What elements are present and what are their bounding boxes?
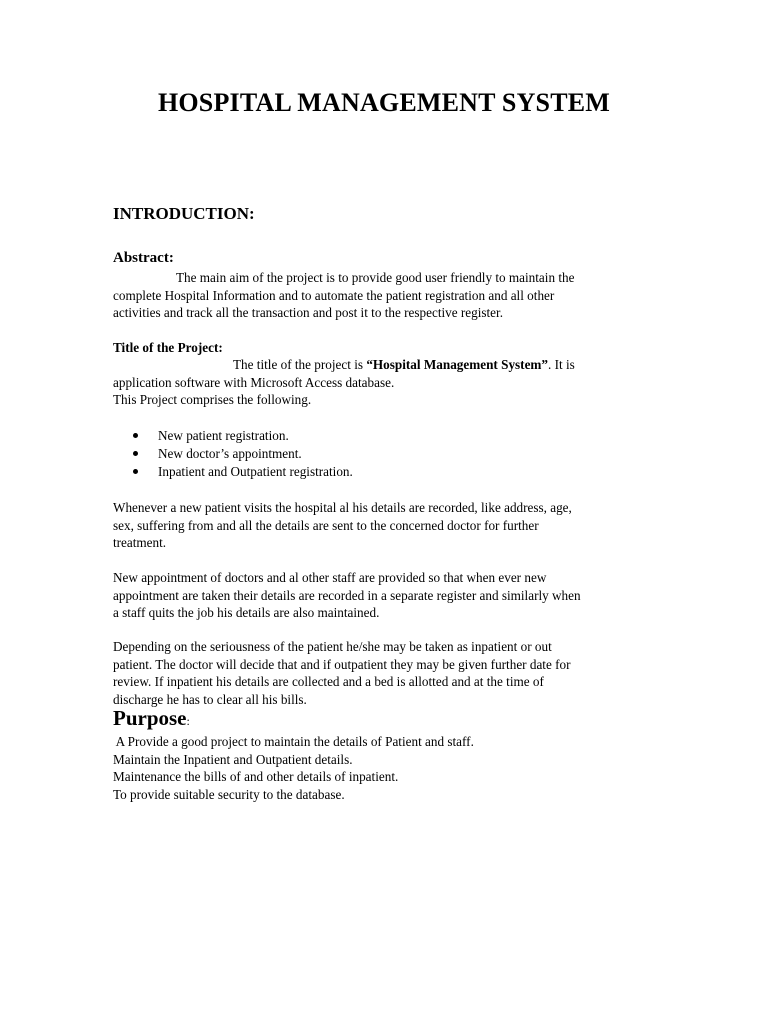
bullet-icon (133, 433, 138, 438)
new-patient-paragraph (113, 499, 658, 552)
purpose-heading (113, 706, 190, 731)
list-item-text: New patient registration. (158, 428, 289, 443)
list-item (113, 445, 353, 463)
purpose-list (113, 733, 658, 803)
document-title: HOSPITAL MANAGEMENT SYSTEM (157, 88, 611, 117)
list-item-text: Inpatient and Outpatient registration. (158, 464, 353, 479)
title-of-project-line: application software with Microsoft Access database. (113, 374, 395, 390)
bullet-icon (133, 451, 138, 456)
list-item (113, 463, 353, 481)
paragraph-line: discharge he has to clear all his bills. (113, 691, 307, 707)
abstract-heading: Abstract: (113, 250, 174, 266)
purpose-line: Maintenance the bills of and other details of inpatient. (113, 769, 399, 784)
appointment-paragraph (113, 569, 658, 622)
purpose-line: A Provide a good project to maintain the details of Patient and staff. (113, 734, 474, 749)
paragraph-line: a staff quits the job his details are also maintained. (113, 605, 380, 620)
title-of-project-line (113, 356, 658, 374)
purpose-line: Maintain the Inpatient and Outpatient details. (113, 751, 353, 767)
purpose-line: To provide suitable security to the database. (113, 786, 345, 802)
abstract-line: The main aim of the project is to provide good user friendly to maintain the (176, 270, 575, 285)
purpose-heading-text: Purpose (113, 706, 187, 730)
list-item (113, 427, 353, 445)
project-intro-text: The title of the project is (233, 357, 367, 372)
paragraph-line: New appointment of doctors and al other staff are provided so that when ever new (113, 570, 547, 585)
bullet-icon (133, 469, 138, 474)
title-of-project-line: This Project comprises the following. (113, 392, 312, 407)
introduction-heading: INTRODUCTION: (113, 204, 255, 223)
paragraph-line: patient. The doctor will decide that and if outpatient they may be given further date for (113, 656, 571, 672)
list-item-text: New doctor’s appointment. (158, 446, 302, 461)
project-name: “Hospital Management System” (366, 357, 548, 372)
abstract-paragraph (113, 269, 658, 322)
project-intro-suffix: . It is (548, 357, 575, 372)
paragraph-line: sex, suffering from and all the details are sent to the concerned doctor for further (113, 517, 539, 533)
abstract-line: complete Hospital Information and to automate the patient registration and all other (113, 287, 555, 303)
inpatient-outpatient-paragraph (113, 638, 658, 708)
purpose-heading-colon: : (186, 714, 190, 728)
title-of-project-paragraph (113, 356, 658, 409)
paragraph-line: Whenever a new patient visits the hospital al his details are recorded, like address, age, (113, 500, 572, 515)
paragraph-line: review. If inpatient his details are collected and a bed is allotted and at the time of (113, 674, 544, 689)
paragraph-line: treatment. (113, 535, 167, 550)
paragraph-line: Depending on the seriousness of the patient he/she may be taken as inpatient or out (113, 639, 552, 654)
feature-list (113, 427, 353, 481)
abstract-line: activities and track all the transaction and post it to the respective register. (113, 305, 503, 320)
paragraph-line: appointment are taken their details are recorded in a separate register and similarly when (113, 587, 581, 603)
title-of-project-heading: Title of the Project: (113, 340, 223, 355)
